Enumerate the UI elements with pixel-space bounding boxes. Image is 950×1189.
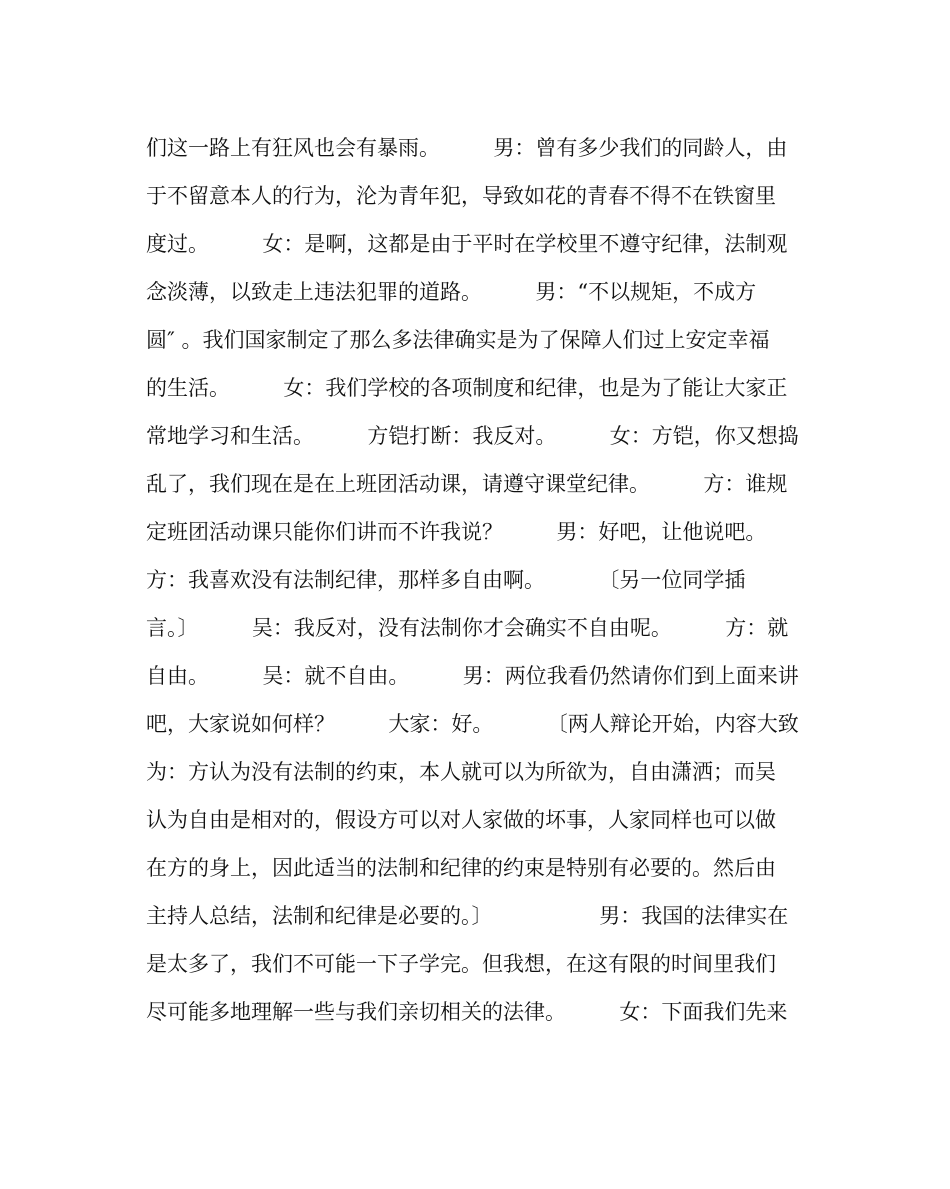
text-line: 言。〕 吴：我反对，没有法制你才会确实不自由呢。 方：就 [146,616,789,640]
text-line: 方：我喜欢没有法制纪律，那样多自由啊。 〔另一位同学插 [146,568,746,592]
text-line: 是太多了，我们不可能一下子学完。但我想，在这有限的时间里我们 [146,952,776,976]
text-line: 尽可能多地理解一些与我们亲切相关的法律。 女：下面我们先来 [146,1000,788,1024]
text-line: 的生活。 女：我们学校的各项制度和纪律，也是为了能让大家正 [146,376,788,400]
text-line: 于不留意本人的行为，沦为青年犯，导致如花的青春不得不在铁窗里 [146,184,776,208]
text-line: 认为自由是相对的，假设方可以对人家做的坏事，人家同样也可以做 [146,808,776,832]
text-line: 吧，大家说如何样？ 大家：好。 〔两人辩论开始，内容大致 [146,712,799,736]
text-line: 度过。 女：是啊，这都是由于平时在学校里不遵守纪律，法制观 [146,232,788,256]
text-line: 常地学习和生活。 方铠打断：我反对。 女：方铠，你又想捣 [146,424,799,448]
text-line: 为：方认为没有法制的约束，本人就可以为所欲为，自由潇洒；而吴 [146,760,776,784]
text-line: 主持人总结，法制和纪律是必要的。〕 男：我国的法律实在 [146,904,789,928]
text-line: 乱了，我们现在是在上班团活动课，请遵守课堂纪律。 方：谁规 [146,472,788,496]
text-line: 念淡薄，以致走上违法犯罪的道路。 男：“不以规矩，不成方 [146,280,757,304]
text-line: 在方的身上，因此适当的法制和纪律的约束是特别有必要的。然后由 [146,856,776,880]
text-line: 圆″ 。我们国家制定了那么多法律确实是为了保障人们过上安定幸福 [146,328,770,352]
text-line: 定班团活动课只能你们讲而不许我说？ 男：好吧，让他说吧。 [146,520,767,544]
text-line: 们这一路上有狂风也会有暴雨。 男：曾有多少我们的同龄人，由 [146,136,788,160]
text-line: 自由。 吴：就不自由。 男：两位我看仍然请你们到上面来讲 [146,664,799,688]
